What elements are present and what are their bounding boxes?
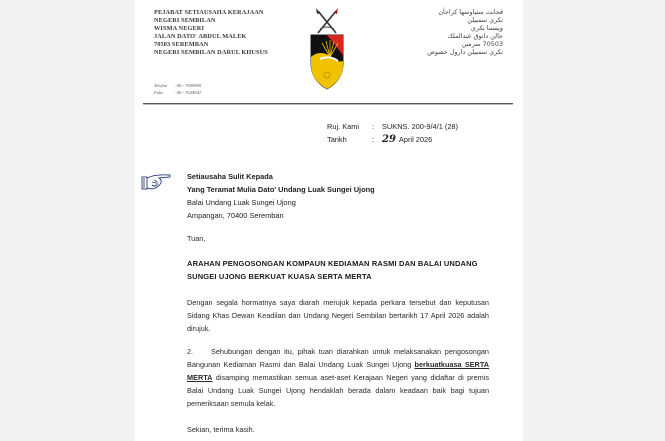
jawi-line: نكري سمبيلن xyxy=(467,16,503,25)
faks-value: : 06 - 7624941 xyxy=(174,90,202,96)
telefon-label: Telefon xyxy=(154,83,168,88)
subject-heading: ARAHAN PENGOSONGAN KOMPAUN KEDIAMAN RASMI DAN BALAI UNDANG SUNGEI UJONG BERKUAT KUASA SERTA MERTA xyxy=(187,259,478,281)
tarikh-month-year: April 2026 xyxy=(398,134,433,144)
office-line: 70503 SEREMBAN xyxy=(154,40,209,48)
office-line: NEGERI SEMBILAN DARUL KHUSUS xyxy=(154,48,268,56)
paragraph-1: Dengan segala hormatnya saya diarah merujuk kepada perkara tersebut dan keputusan Sidang Khas Dewan Keadilan dan Undang Negeri Sembilan bertarikh 17 April 2026 adalah dirujuk. xyxy=(187,298,489,333)
faks-label: Faks xyxy=(154,90,163,96)
office-line: JALAN DATO' ABDUL MALEK xyxy=(154,32,247,40)
tarikh-day: 29 xyxy=(382,133,396,145)
paragraph-number: 2. xyxy=(187,347,194,356)
office-line: NEGERI SEMBILAN xyxy=(154,16,216,24)
tarikh-label: Tarikh xyxy=(327,134,347,144)
jawi-line: جالن داتوق عبدالملك xyxy=(447,32,503,41)
reference-block: Ruj. Kami : SUKNS. 200-9/4/1 (28) Tarikh : 29 April 2026 xyxy=(327,122,458,145)
jawi-line: نكري سمبيلن دارول خصوص xyxy=(427,48,503,57)
telefon-value: : 06 - 7659900 xyxy=(174,83,202,88)
office-address-jawi xyxy=(393,8,503,57)
jawi-line: 70503 سرمبن xyxy=(461,40,503,49)
office-line: PEJABAT SETIAUSAHA KERAJAAN xyxy=(154,9,264,16)
recipient-address xyxy=(187,171,375,223)
emphasis-text: berkuatkuasa SERTA MERTA xyxy=(187,359,490,382)
recipient-line: Ampangan, 70400 Seremban xyxy=(187,210,284,220)
ruj-label: Ruj. Kami xyxy=(327,122,360,131)
closing: Sekian, terima kasih. xyxy=(187,425,255,434)
recipient-line: Setiausaha Sulit Kepada xyxy=(187,172,273,181)
paragraph-2: 2. Sehubungan dengan itu, pihak tuan diarahkan untuk melaksanakan pengosongan Bangunan Kediaman Rasmi dan Balai Undang Luak Sungei Ujong berkuatkuasa SERTA MERTA disamping memastikan semua aset-aset Kerajaan Negeri yang didaftar di premis Balai Undang Luak Sungei Ujong hendaklah berada dalam keadaan baik bagi tujuan pemeriksaan semula kelak. xyxy=(187,347,490,408)
ruj-value: SUKNS. 200-9/4/1 (28) xyxy=(382,122,458,131)
recipient-line: Yang Teramat Mulia Dato' Undang Luak Sungei Ujong xyxy=(187,184,375,194)
office-line: WISMA NEGERI xyxy=(154,24,205,32)
recipient-line: Balai Undang Luak Sungei Ujong xyxy=(187,197,296,207)
jawi-line: ڤجابت ستياوسها كراجأن xyxy=(438,8,503,16)
salutation: Tuan, xyxy=(187,234,206,243)
jawi-line: ويسما نكري xyxy=(470,24,503,33)
letter-page xyxy=(135,0,523,441)
